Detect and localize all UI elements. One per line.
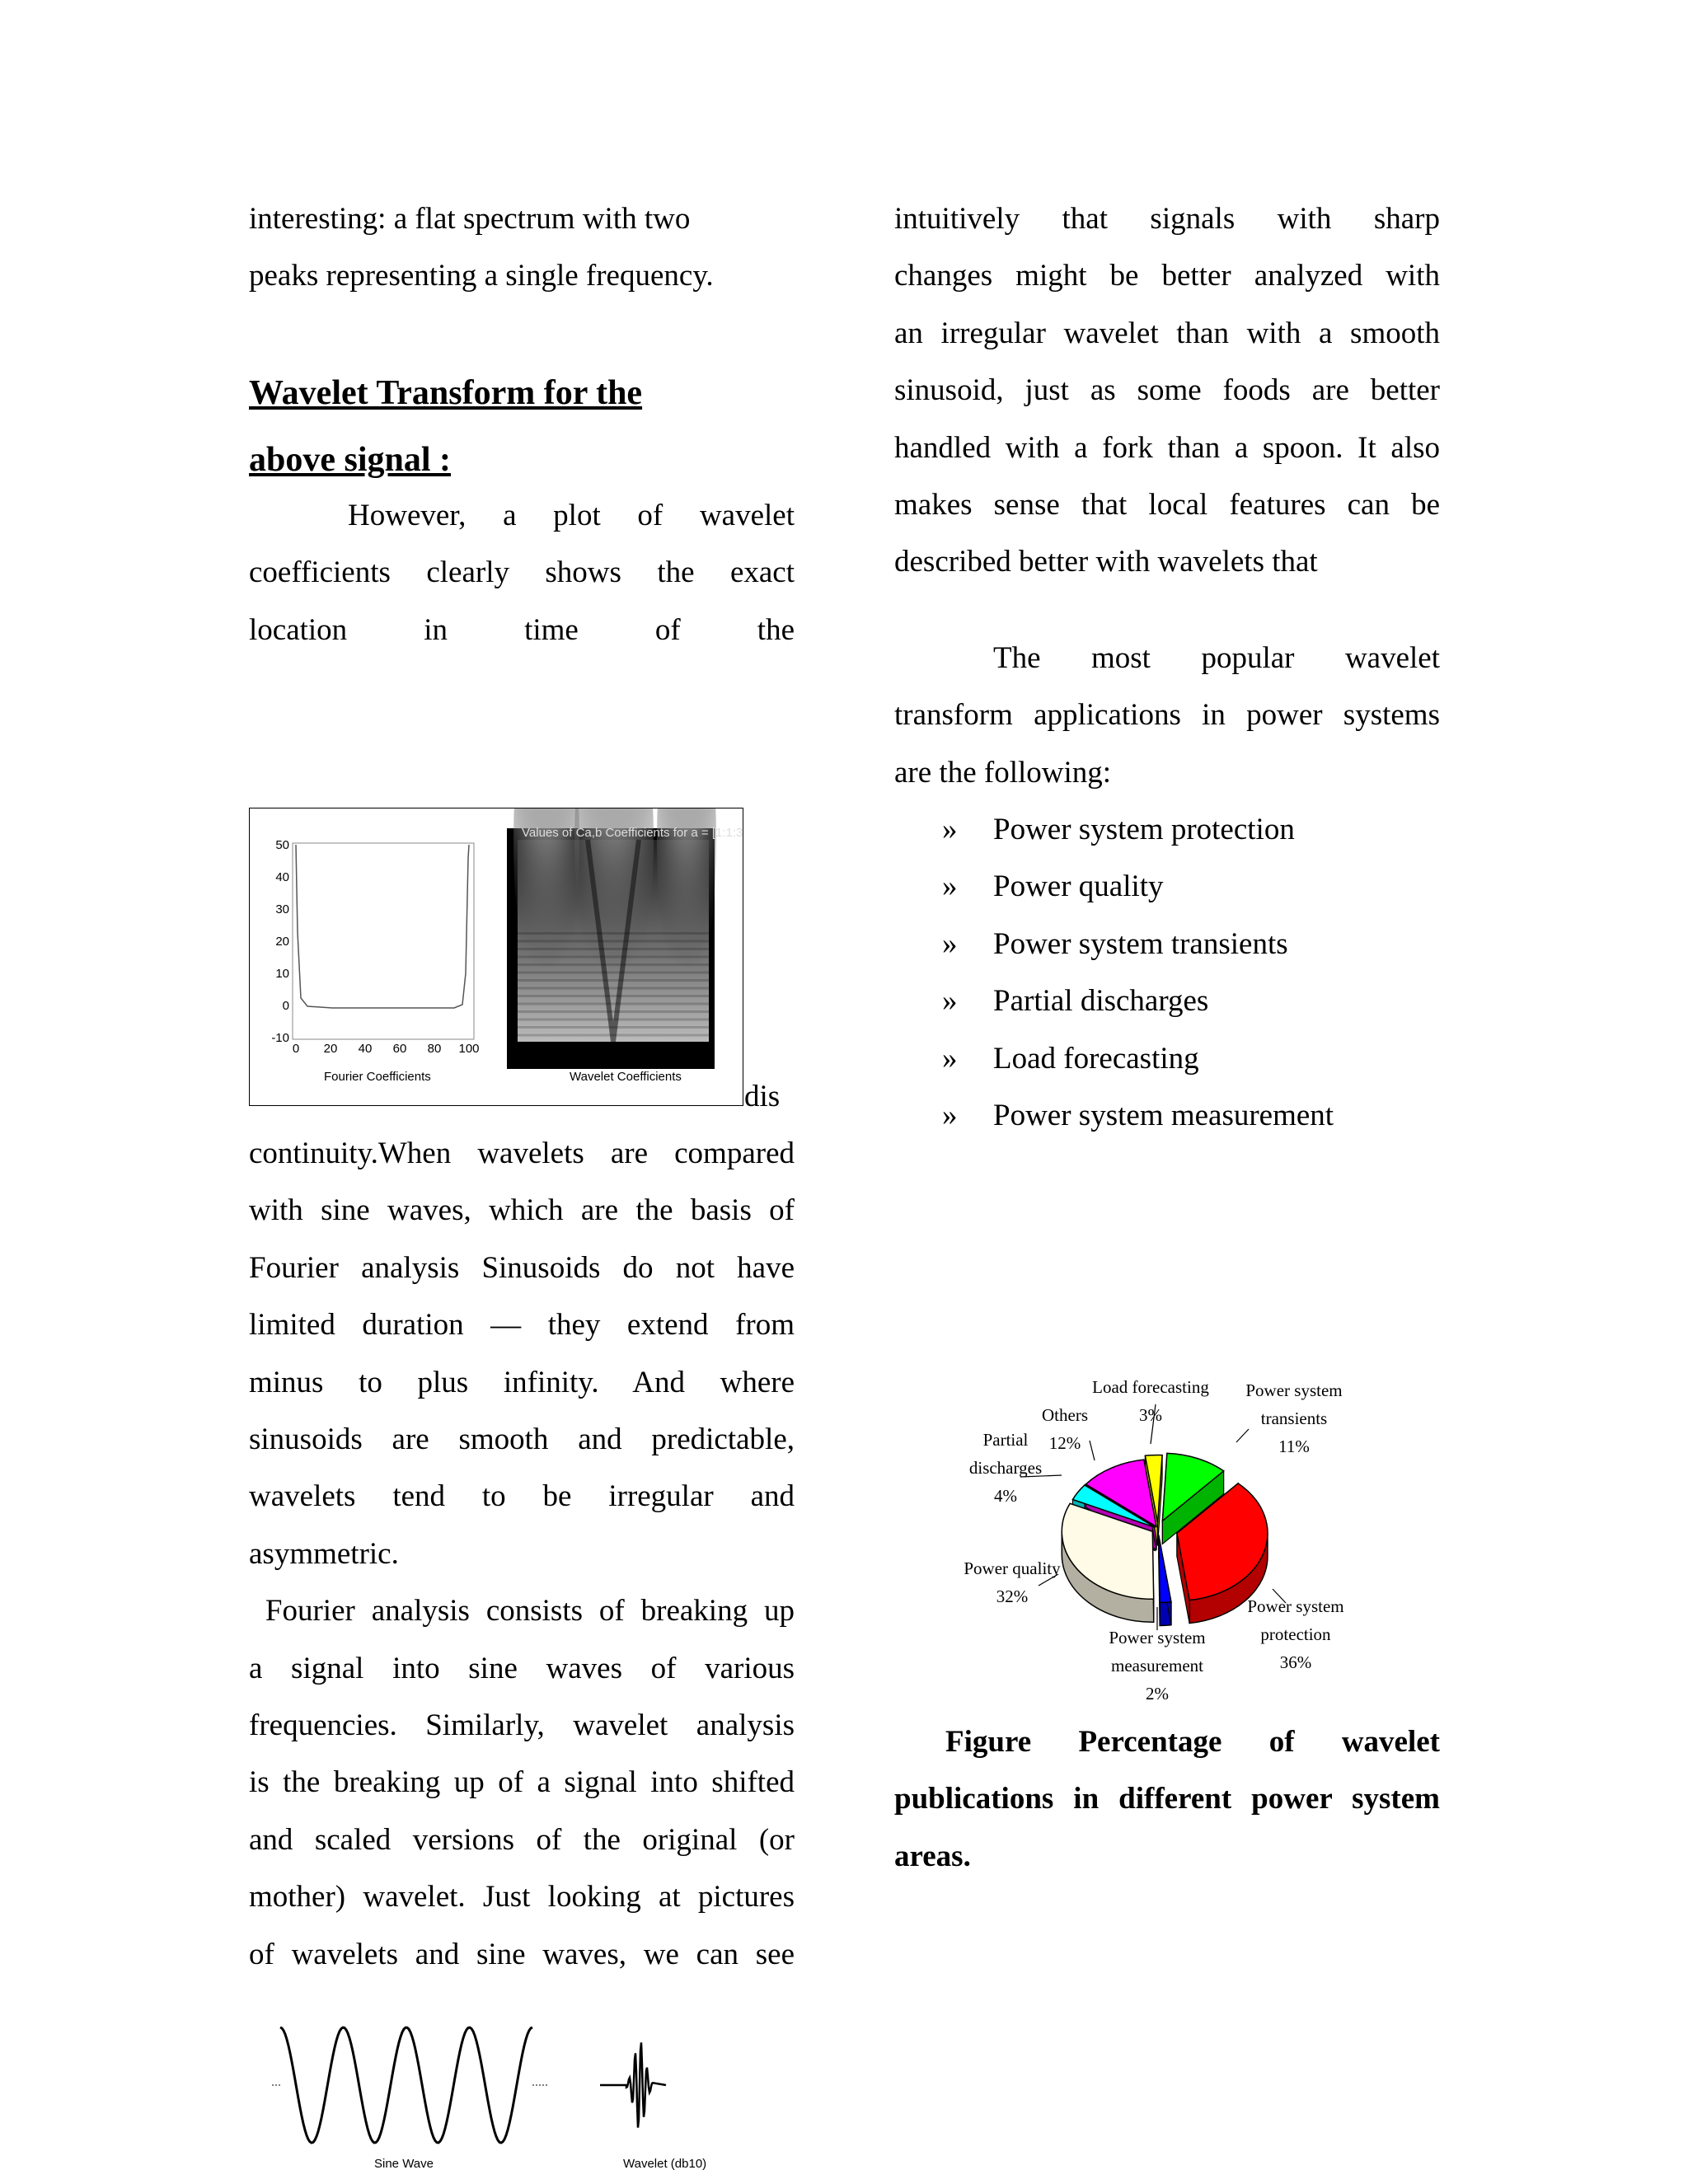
pie-label: 2% (1146, 1684, 1169, 1704)
bullet-text: Load forecasting (993, 1041, 1199, 1076)
list-item (894, 1087, 1440, 1144)
pie-label: 11% (1278, 1436, 1310, 1456)
para2-line-1: continuity.When wavelets are compared (249, 1137, 795, 1170)
fourier-y-tick-label: -10 (271, 1031, 289, 1045)
dis-fragment: dis (744, 1080, 781, 1113)
r-para1-line-1: intuitively that signals with sharp (894, 202, 1440, 236)
pie-label: Power quality (964, 1558, 1061, 1578)
scalogram-stripe (518, 995, 709, 997)
list-item (894, 1030, 1440, 1087)
pie-label: 36% (1279, 1652, 1312, 1672)
bullet-mark: » (942, 1099, 958, 1133)
r-para1-line-7: described better with wavelets that (894, 545, 1318, 579)
fourier-x-ticks (293, 1042, 480, 1056)
fourier-label: Fourier Coefficients (324, 1070, 431, 1084)
pie-label: Partial (982, 1430, 1029, 1450)
fourier-y-tick-label: 50 (275, 838, 289, 852)
para2-line-5: minus to plus infinity. And where (249, 1365, 795, 1399)
pie-label: 3% (1139, 1405, 1162, 1425)
list-item (894, 801, 1440, 858)
r-para1-line-2: changes might be better analyzed with (894, 259, 1440, 293)
scalogram-stripe (518, 1026, 709, 1029)
para2-line-3: Fourier analysis Sinusoids do not have (249, 1250, 795, 1285)
scalogram-stripe (518, 956, 709, 958)
para1-line-1: However, a plot of wavelet (348, 499, 795, 532)
para3-line-1: Fourier analysis consists of breaking up (249, 1594, 795, 1629)
para3-line-3: frequencies. Similarly, wavelet analysis (249, 1708, 795, 1743)
bullet-mark: » (942, 1041, 958, 1076)
scalogram-stripe (518, 979, 709, 982)
scalogram-stripe (518, 963, 709, 966)
scalogram-stripe (518, 948, 709, 950)
para2-line-6: sinusoids are smooth and predictable, (249, 1422, 795, 1457)
para3-line-6: mother) wavelet. Just looking at pictures (249, 1880, 795, 1915)
sine-wave-curve (280, 2027, 532, 2143)
scalogram-stripe (518, 1019, 709, 1021)
bullet-mark: » (942, 813, 958, 847)
pie-label: discharges (968, 1458, 1043, 1478)
section-heading-line-1: Wavelet Transform for the (249, 374, 643, 412)
left-column (249, 190, 795, 305)
fourier-y-tick-label: 30 (275, 902, 289, 916)
para2-line-2: with sine waves, which are the basis of (249, 1193, 795, 1228)
para3-line-5: and scaled versions of the original (or (249, 1822, 795, 1857)
para3-line-7: of wavelets and sine waves, we can see (249, 1937, 795, 1971)
bullet-text: Power system protection (993, 813, 1295, 847)
r-para1-line-6: makes sense that local features can be (894, 488, 1440, 523)
fourier-y-ticks (271, 838, 289, 1045)
section-heading-block (249, 360, 795, 658)
fourier-y-tick-label: 10 (275, 967, 289, 981)
pie-label: Power system (1247, 1596, 1344, 1616)
fourier-y-tick-label: 20 (275, 935, 289, 949)
para2-line-4: limited duration — they extend from (249, 1308, 795, 1343)
applications-list (894, 801, 1440, 1144)
pie-label: 4% (994, 1486, 1017, 1506)
wavelet-title: Values of Ca,b Coefficients for a = [1:1:32] (522, 826, 743, 840)
r-para1-line-4: sinusoid, just as some foods are better (894, 373, 1440, 408)
right-column (894, 190, 1440, 1145)
sine-wave-label: Sine Wave (374, 2157, 434, 2171)
r-para2-line-3: are the following: (894, 755, 1112, 790)
wavelet-label: Wavelet Coefficients (570, 1070, 682, 1084)
pie-label: transients (1260, 1408, 1328, 1428)
para1-line-2: coefficients clearly shows the exact (249, 555, 795, 590)
scalogram-stripe (518, 1034, 709, 1037)
pie-leader-line (1236, 1429, 1249, 1442)
para3-line-4: is the breaking up of a signal into shifted (249, 1765, 795, 1800)
pie-label: 12% (1048, 1433, 1081, 1453)
bullet-text: Power quality (993, 869, 1164, 904)
r-para1-line-3: an irregular wavelet than with a smooth (894, 316, 1440, 350)
pie-slices (1062, 1453, 1268, 1625)
coefficients-figure (249, 808, 743, 1106)
caption-line-2: publications in different power system (894, 1782, 1440, 1816)
pie-label: 32% (996, 1586, 1029, 1606)
para2-line-8: asymmetric. (249, 1536, 399, 1571)
pie-label: Others (1042, 1405, 1088, 1425)
list-item (894, 916, 1440, 972)
pie-chart (956, 1368, 1368, 1714)
scalogram-stripe (518, 987, 709, 990)
bullet-text: Power system measurement (993, 1099, 1334, 1133)
sine-vs-wavelet-figure (264, 2011, 725, 2184)
r-para1-line-5: handled with a fork than a spoon. It also (894, 430, 1440, 465)
fourier-y-tick-label: 40 (275, 870, 289, 884)
fourier-x-tick-label: 20 (323, 1042, 338, 1056)
scalogram-stripe (518, 1010, 709, 1013)
caption-line-3: areas. (894, 1839, 971, 1873)
fourier-x-tick-label: 40 (358, 1042, 373, 1056)
pie-label: protection (1260, 1624, 1331, 1644)
fourier-y-tick-label: 0 (282, 999, 289, 1013)
intro-line-2: peaks representing a single frequency. (249, 259, 714, 293)
para1-line-3: location in time of the (249, 612, 795, 647)
bullet-mark: » (942, 869, 958, 904)
bullet-mark: » (942, 984, 958, 1019)
list-item (894, 858, 1440, 915)
fourier-x-tick-label: 100 (458, 1042, 480, 1056)
pie-label: Load forecasting (1092, 1377, 1209, 1397)
figure-caption (894, 1713, 1440, 1885)
pie-label: Power system (1245, 1380, 1343, 1400)
fourier-plot-frame (293, 843, 474, 1039)
pie-label: measurement (1111, 1656, 1203, 1675)
intro-line-1: interesting: a flat spectrum with two (249, 202, 691, 236)
left-para2 (249, 1125, 795, 1983)
r-para2-line-1: The most popular wavelet (993, 640, 1440, 675)
para3-line-2: a signal into sine waves of various (249, 1651, 795, 1685)
fourier-x-tick-label: 80 (427, 1042, 442, 1056)
list-item (894, 972, 1440, 1029)
bullet-mark: » (942, 926, 958, 961)
fourier-x-tick-label: 60 (392, 1042, 407, 1056)
bullet-text: Power system transients (993, 926, 1288, 961)
coefficients-figure-svg (250, 808, 743, 1105)
scalogram-stripe (518, 932, 709, 935)
section-heading-line-2: above signal : (249, 441, 452, 479)
wavelet-db10-curve (600, 2042, 666, 2127)
scalogram-stripe (518, 972, 709, 974)
scalogram-stripe (518, 1003, 709, 1005)
pie-label: Power system (1109, 1628, 1206, 1647)
pie-leader-line (1090, 1441, 1095, 1460)
para2-line-7: wavelets tend to be irregular and (249, 1479, 795, 1514)
fourier-x-tick-label: 0 (292, 1042, 300, 1056)
r-para2-line-2: transform applications in power systems (894, 698, 1440, 733)
bullet-text: Partial discharges (993, 984, 1209, 1019)
wavelet-db10-label: Wavelet (db10) (623, 2157, 707, 2171)
scalogram-stripe (518, 940, 709, 943)
caption-line-1: Figure Percentage of wavelet (945, 1725, 1440, 1759)
pie-slice (1159, 1535, 1171, 1602)
